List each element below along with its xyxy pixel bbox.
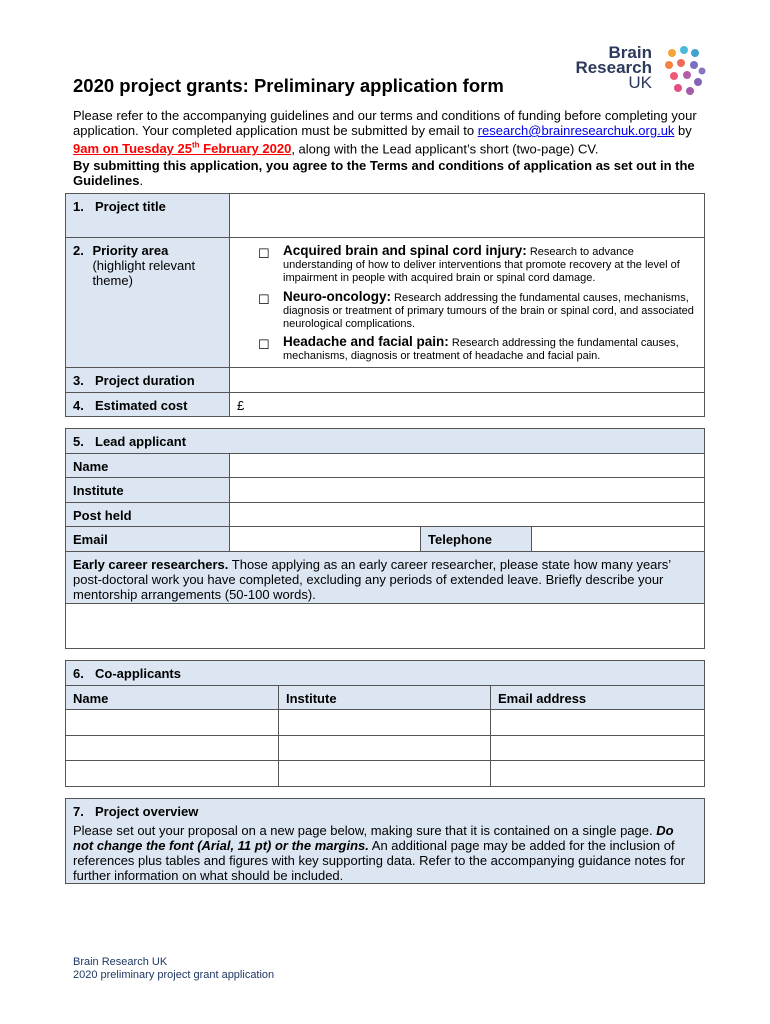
lead-applicant-header: 5. Lead applicant (65, 428, 705, 454)
estimated-cost-input[interactable]: £ (229, 392, 705, 417)
institute-input[interactable] (229, 477, 705, 503)
checkbox-icon: ☐ (258, 337, 270, 352)
project-duration-label: 3. Project duration (65, 367, 230, 393)
co-applicant-institute-2[interactable] (278, 735, 491, 761)
telephone-label: Telephone (420, 526, 532, 552)
post-held-input[interactable] (229, 502, 705, 527)
co-applicant-institute-3[interactable] (278, 760, 491, 787)
col-email: Email address (490, 685, 705, 710)
page-title: 2020 project grants: Preliminary application form (73, 75, 504, 96)
email-label: Email (65, 526, 230, 552)
name-label: Name (65, 453, 230, 478)
co-applicant-name-3[interactable] (65, 760, 279, 787)
priority-option-neuro-oncology[interactable]: ☐ Neuro-oncology: Research addressing the fundamental causes, mechanisms, diagnosis or treatment of primary tumours of the brain or spinal cord, and associated neurological complications. (258, 289, 694, 330)
co-applicant-email-3[interactable] (490, 760, 705, 787)
priority-area-label: 2. Priority area (highlight relevant theme) (65, 237, 230, 368)
post-held-label: Post held (65, 502, 230, 527)
brain-logo-icon (662, 45, 707, 97)
institute-label: Institute (65, 477, 230, 503)
estimated-cost-label: 4. Estimated cost (65, 392, 230, 417)
logo: Brain Research UK (574, 45, 709, 97)
co-applicant-email-1[interactable] (490, 709, 705, 736)
co-applicant-email-2[interactable] (490, 735, 705, 761)
name-input[interactable] (229, 453, 705, 478)
email-input[interactable] (229, 526, 421, 552)
co-applicant-name-1[interactable] (65, 709, 279, 736)
deadline: 9am on Tuesday 25th February 2020 (73, 141, 292, 157)
early-career-text: Early career researchers. Those applying as an early career researcher, please state how many years’ post-doctoral work you have completed, excluding any periods of extended leave. Briefly describe your mentorship arrangements (50-100 words). (65, 551, 705, 604)
col-institute: Institute (278, 685, 491, 710)
footer-doc: 2020 preliminary project grant application (73, 969, 275, 981)
footer-org: Brain Research UK (73, 956, 168, 968)
checkbox-icon: ☐ (258, 246, 270, 261)
intro-text: Please refer to the accompanying guidelines and our terms and conditions of funding before completing your application. Your completed application must be submitted by email to research@brainresearchuk.org.uk by 9am on Tuesday 25th February 2020, along with the Lead applicant’s short (two-page) CV. (73, 108, 697, 157)
telephone-input[interactable] (531, 526, 705, 552)
agreement-text: By submitting this application, you agree to the Terms and conditions of application as set out in the Guidelines. (73, 158, 695, 188)
project-title-label: 1. Project title (65, 193, 230, 238)
project-duration-input[interactable] (229, 367, 705, 393)
col-name: Name (65, 685, 279, 710)
early-career-input[interactable] (65, 603, 705, 649)
co-applicant-institute-1[interactable] (278, 709, 491, 736)
co-applicant-name-2[interactable] (65, 735, 279, 761)
priority-option-headache[interactable]: ☐ Headache and facial pain: Research addressing the fundamental causes, mechanisms, diagnosis or treatment of headache and facial pain. (258, 334, 679, 362)
project-title-input[interactable] (229, 193, 705, 238)
checkbox-icon: ☐ (258, 292, 270, 307)
priority-option-acquired-brain[interactable]: ☐ Acquired brain and spinal cord injury: Research to advance understanding of how to deliver interventions that promote recovery at the level of impairment in people with acquired brain or spinal cord damage. (258, 243, 680, 284)
email-link[interactable]: research@brainresearchuk.org.uk (477, 123, 675, 138)
co-applicants-header: 6. Co-applicants (65, 660, 705, 686)
project-overview: 7. Project overview Please set out your proposal on a new page below, making sure that it is contained on a single page. Do not change the font (Arial, 11 pt) or the margins. An additional page may be added for the inclusion of references plus tables and figures with key supporting data. Refer to the accompanying guidance notes for further information on what should be included. (65, 798, 705, 884)
